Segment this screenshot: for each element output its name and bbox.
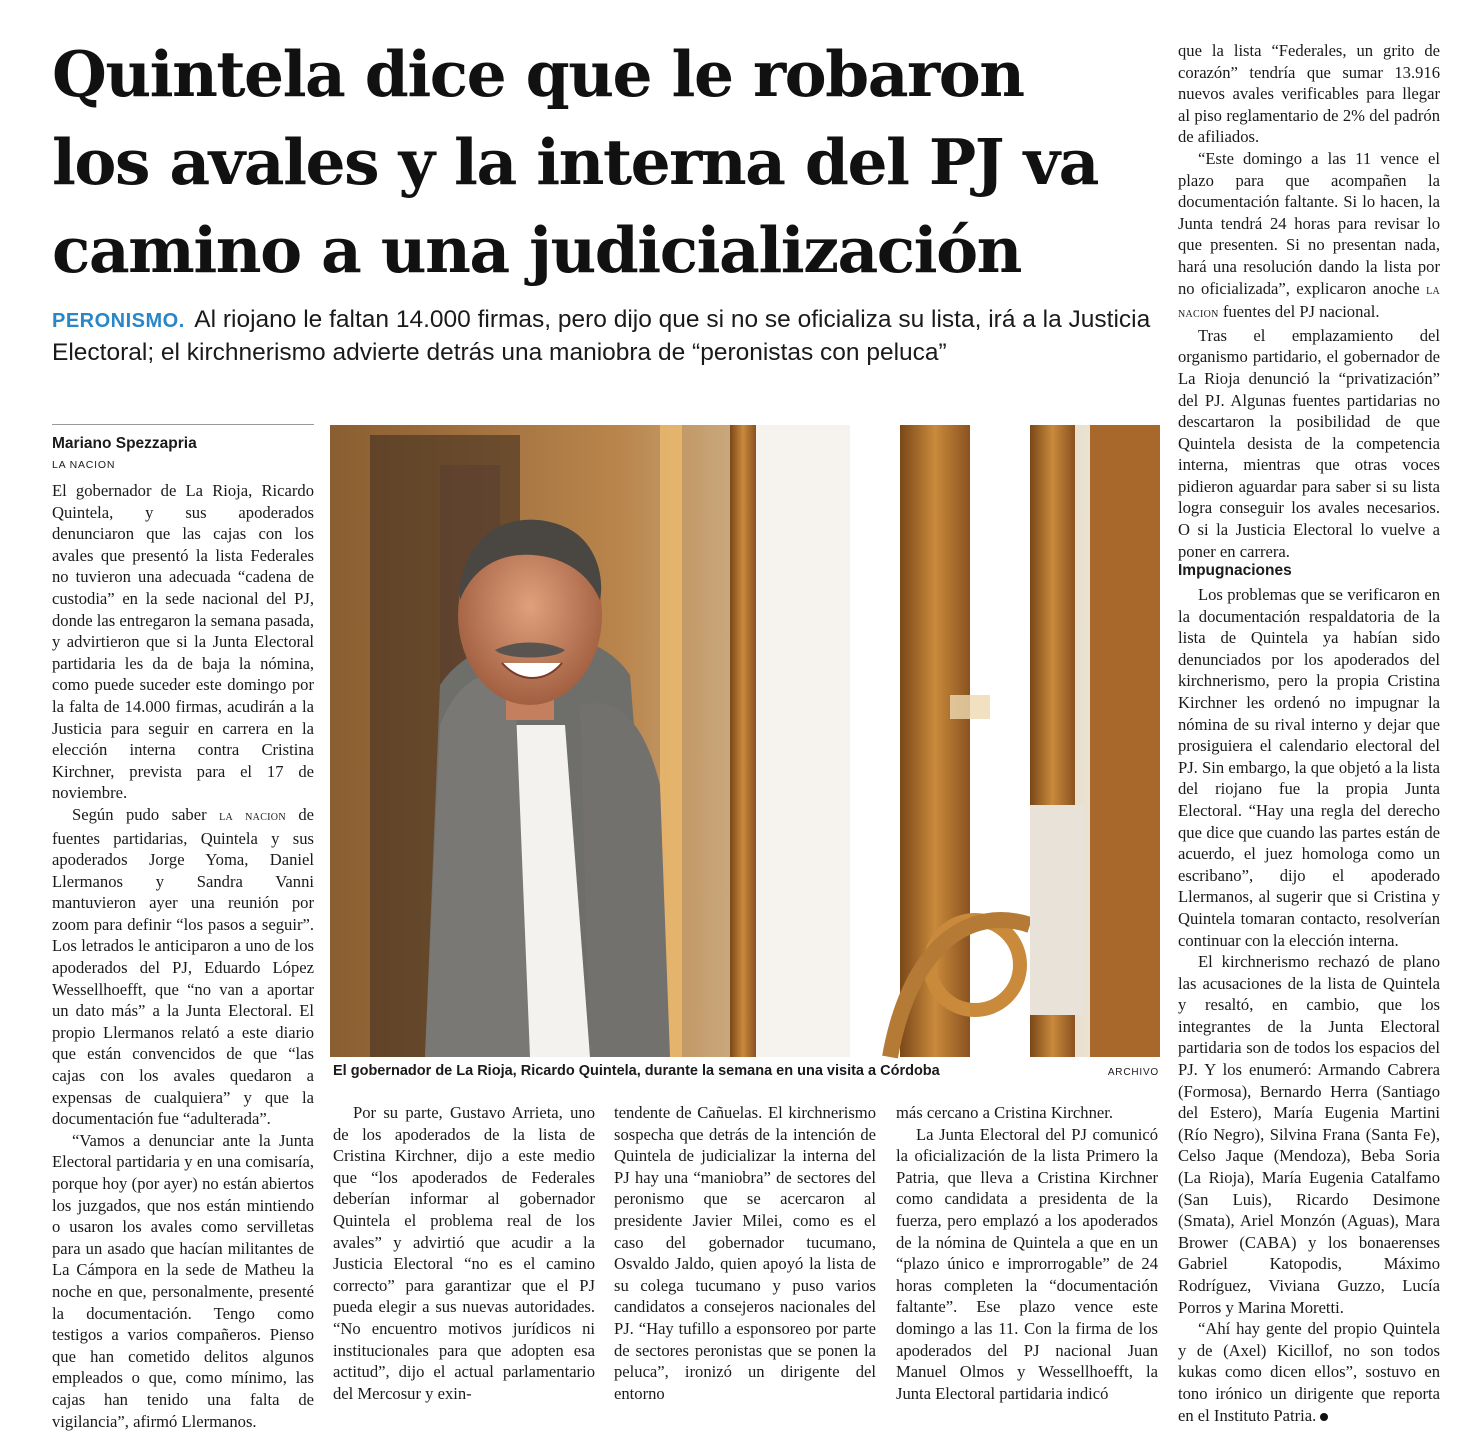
author: Mariano Spezzapria	[52, 435, 197, 452]
kicker: PERONISMO.	[52, 310, 185, 332]
paragraph: Por su parte, Gustavo Arrieta, uno de los apoderados de la lista de Cristina Kirchner, dijo a este medio que “los apoderados de Federales deberían informar al gobernador Quintela el problema real de los avales” y advirtió que acudir a la Justicia Electoral “no es el camino correcto” para garantizar que el PJ pueda elegir a sus nuevas autoridades. “No encuentro motivos jurídicos ni institucionales para que adopten esa actitud”, dijo el actual parlamentario del Mercosur y exin-	[333, 1103, 595, 1403]
column-5-bottom	[1178, 584, 1440, 1425]
headline-line-1: Quintela dice que le robaron	[52, 37, 1024, 111]
byline-rule	[52, 424, 314, 425]
photo-credit: ARCHIVO	[1107, 1067, 1159, 1078]
paragraph: El gobernador de La Rioja, Ricardo Quintela, y sus apoderados denunciaron que las cajas con los avales que presentó la lista Federales no tuvieron una adecuada “cadena de custodia” en la sede nacional del PJ, donde las entregaron la semana pasada, y advirtieron que si la Junta Electoral partidaria les da de baja la nómina, como puede suceder este domingo por la falta de 14.000 firmas, acudirán a la Justicia para seguir en carrera en la elección interna contra Cristina Kirchner, prevista para el 17 de noviembre.	[52, 481, 314, 803]
byline-outlet: LA NACION	[52, 459, 116, 471]
paragraph: “Vamos a denunciar ante la Junta Electoral partidaria y en una comisaría, porque hoy (por ayer) no están abiertos los juzgados, que nos están mintiendo o usaron los avales como servilletas para un asado que hacían militantes de La Cámpora en la sede de Matheu la noche en que, personalmente, presenté la documentación. Tengo como testigos a varios compañeros. Pienso que han cometido delitos algunos empleados o que, como mínimo, las cajas han tenido una falta de vigilancia”, afirmó Llermanos.	[52, 1130, 314, 1431]
paragraph: Los problemas que se verificaron en la documentación respaldatoria de la lista de Quintela ya habían sido denunciados por los apoderados del kirchnerismo, pero la propia Cristina Kirchner les ordenó no impugnar la nómina de su rival interno y dejar que prosiguiera el calendario electoral del PJ. Sin embargo, la que objetó a la lista del riojano fue la propia Junta Electoral. “Hay una regla del derecho que dice que cuando las partes están de acuerdo, el juez homologa como un escribano”, dijo el apoderado Llermanos, al sugerir que si Cristina y Quintela tomaran contacto, resolverían continuar con la elección interna.	[1178, 585, 1440, 950]
outlet-mention: la nacion	[219, 808, 286, 824]
paragraph: que la lista “Federales, un grito de corazón” tendría que sumar 13.916 nuevos avales verificables para llegar al piso reglamentario de 2% del padrón de afiliados.	[1178, 41, 1440, 147]
headline-line-2: los avales y la interna del PJ va	[52, 125, 1098, 199]
photo-illustration	[330, 425, 1160, 1057]
paragraph: tendente de Cañuelas. El kirchnerismo sospecha que detrás de la intención de Quintela de judicializar la interna del PJ hay una “maniobra” de sectores del peronismo que se acercaron al presidente Javier Milei, como es el caso del gobernador tucumano, Osvaldo Jaldo, quien apoyó la lista de su colega tucumano y puso varios candidatos a consejeros nacionales del PJ. “Hay tufillo a esponsoreo por parte de sectores peronistas que se ponen la peluca”, ironizó un dirigente del entorno	[614, 1103, 876, 1403]
paragraph: Según pudo saber la nacion de fuentes partidarias, Quintela y sus apoderados Jorge Yoma, Daniel Llermanos y Sandra Vanni mantuvieron ayer una reunión por zoom para definir “los pasos a seguir”. Los letrados le anticiparon a uno de los apoderados del PJ, Eduardo López Wessellhoefft, que “no van a aportar un dato más” a la Junta Electoral. El propio Llermanos relató a este diario que están convencidos de que “las cajas con los avales quedaron a expensas de cualquiera” y que la documentación fue “adulterada”.	[52, 804, 315, 1129]
photo-caption: El gobernador de La Rioja, Ricardo Quintela, durante la semana en una visita a Córdoba	[333, 1063, 940, 1079]
paragraph: “Este domingo a las 11 vence el plazo para que acompañen la documentación faltante. Si lo hacen, la Junta tendrá 24 horas para revisar lo que presenten. Si no presentan nada, hará una resolución dando la lista por no oficializada”, explicaron anoche la nacion fuentes del PJ nacional.	[1178, 148, 1440, 322]
headline-line-3: camino a una judicialización	[52, 213, 1021, 287]
deck	[52, 304, 1162, 368]
column-1	[52, 480, 315, 1431]
paragraph: “Ahí hay gente del propio Quintela y de (Axel) Kicillof, no son todos kukas como dicen ellos”, sostuvo en tono irónico un dirigente que reporta en el Instituto Patria.	[1178, 1319, 1440, 1425]
subhead-impugnaciones: Impugnaciones	[1178, 562, 1292, 579]
end-mark-icon	[1320, 1413, 1328, 1421]
column-2	[333, 1102, 595, 1420]
deck-text: Al riojano le faltan 14.000 firmas, pero dijo que si no se oficializa su lista, irá a la Justicia Electoral; el kirchnerismo advierte detrás una maniobra de “peronistas con peluca”	[52, 306, 1151, 366]
column-5-top	[1178, 40, 1440, 561]
paragraph: El kirchnerismo rechazó de plano las acusaciones de la lista de Quintela y resaltó, en cambio, que los integrantes de la Junta Electoral partidaria son de todos los espacios del PJ. Y los enumeró: Armando Cabrera (Formosa), Bernardo Herra (Santiago del Estero), María Eugenia Martini (Río Negro), Silvina Frana (Santa Fe), Celso Jaque (Mendoza), Beba Soria (La Rioja), María Eugenia Catalfamo (San Luis), Ricardo Desimone (Smata), Ariel Monzón (Aguas), Mara Brower (CABA) y los bonaerenses Gabriel Katopodis, Máximo Rodríguez, Viviana Guzzo, Lucía Porros y Marina Moretti.	[1178, 952, 1440, 1317]
column-3	[614, 1102, 876, 1420]
paragraph: más cercano a Cristina Kirchner.	[896, 1103, 1114, 1122]
headline	[52, 30, 1162, 294]
paragraph: Tras el emplazamiento del organismo partidario, el gobernador de La Rioja denunció la “privatización” del PJ. Algunas fuentes partidarias no descartaron la posibilidad de que Quintela desista de la competencia interna, mientras que otras voces pidieron aguardar para saber si su lista logra conseguir los avales necesarios. O si la Justicia Electoral lo vuelve a poner en carrera.	[1178, 325, 1440, 561]
paragraph: La Junta Electoral del PJ comunicó la oficialización de la lista Primero la Patria, que lleva a Cristina Kirchner como candidata a presidenta de la fuerza, pero emplazó a los apoderados de la nómina de Quintela a que en un “plazo único e improrrogable” de 24 horas completen la “documentación faltante”. Ese plazo vence este domingo a las 11. Con la firma de los apoderados del PJ nacional Juan Manuel Olmos y Wessellhoefft, la Junta Electoral partidaria indicó	[896, 1124, 1158, 1403]
column-4	[896, 1102, 1158, 1420]
photo-quintela	[330, 425, 1160, 1057]
outlet-mention: la nacion	[1178, 282, 1440, 322]
